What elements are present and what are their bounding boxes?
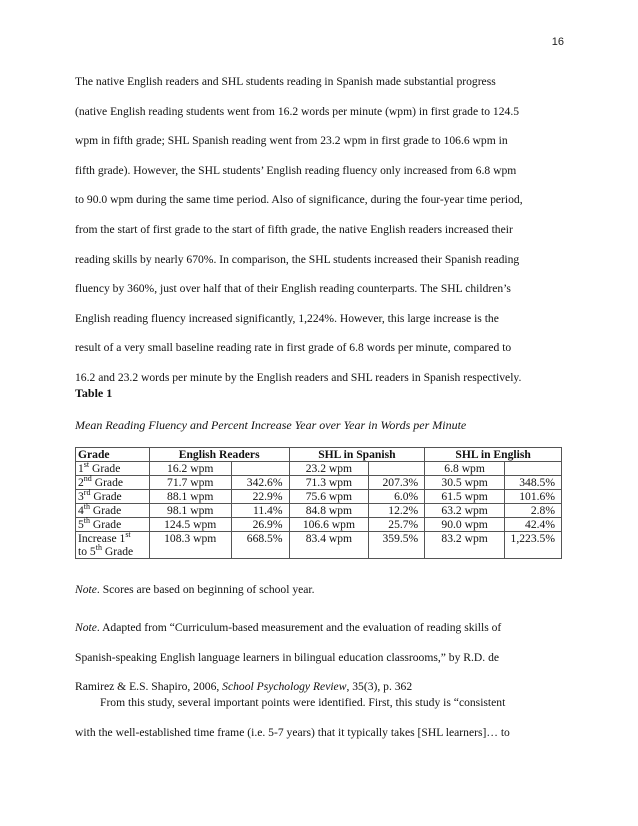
header-english-readers: English Readers bbox=[149, 448, 289, 462]
paragraph-2 bbox=[75, 688, 565, 748]
text-line: to 90.0 wpm during the same time period. Also of significance, during the four-year time period, bbox=[75, 193, 523, 207]
table-label: Table 1 bbox=[75, 386, 113, 400]
page-number: 16 bbox=[551, 36, 564, 48]
fluency-table bbox=[75, 447, 562, 559]
text-line: wpm in fifth grade; SHL Spanish reading went from 23.2 wpm in first grade to 106.6 wpm in bbox=[75, 134, 508, 148]
cell: 668.5% bbox=[231, 532, 289, 559]
text-line: English reading fluency increased significantly, 1,224%. However, this large increase is the bbox=[75, 311, 499, 325]
table-note-1: Note. Scores are based on beginning of school year. bbox=[75, 583, 315, 596]
cell: 83.2 wpm bbox=[425, 532, 505, 559]
cell: 83.4 wpm bbox=[289, 532, 369, 559]
cell: 16.2 wpm bbox=[149, 462, 231, 476]
grade-cell: 4th Grade bbox=[76, 504, 150, 518]
text-line: 16.2 and 23.2 words per minute by the English readers and SHL readers in Spanish respectively. bbox=[75, 370, 522, 384]
cell: 108.3 wpm bbox=[149, 532, 231, 559]
cell: 22.9% bbox=[231, 490, 289, 504]
cell: 90.0 wpm bbox=[425, 518, 505, 532]
cell bbox=[231, 462, 289, 476]
grade-cell: 2nd Grade bbox=[76, 476, 150, 490]
cell: 11.4% bbox=[231, 504, 289, 518]
cell: 84.8 wpm bbox=[289, 504, 369, 518]
text-line: From this study, several important points were identified. First, this study is “consistent bbox=[100, 696, 506, 709]
cell: 25.7% bbox=[369, 518, 425, 532]
text-line: Note. Adapted from “Curriculum-based measurement and the evaluation of reading skills of bbox=[75, 621, 502, 634]
text-line: fluency by 360%, just over half that of their English reading counterparts. The SHL children’s bbox=[75, 282, 511, 296]
text-line: reading skills by nearly 670%. In comparison, the SHL students increased their Spanish reading bbox=[75, 252, 520, 266]
cell: 30.5 wpm bbox=[425, 476, 505, 490]
table-header-row bbox=[76, 448, 562, 462]
cell bbox=[504, 462, 561, 476]
cell: 12.2% bbox=[369, 504, 425, 518]
cell: 63.2 wpm bbox=[425, 504, 505, 518]
cell: 75.6 wpm bbox=[289, 490, 369, 504]
text-line: with the well-established time frame (i.e. 5-7 years) that it typically takes [SHL learners]… to bbox=[75, 726, 510, 739]
text-line: fifth grade). However, the SHL students’ English reading fluency only increased from 6.8 wpm bbox=[75, 163, 517, 177]
cell: 124.5 wpm bbox=[149, 518, 231, 532]
table-row bbox=[76, 462, 562, 476]
text-line: result of a very small baseline reading rate in first grade of 6.8 words per minute, compared to bbox=[75, 341, 512, 355]
header-shl-spanish: SHL in Spanish bbox=[289, 448, 425, 462]
table-row bbox=[76, 504, 562, 518]
cell: 2.8% bbox=[504, 504, 561, 518]
cell: 207.3% bbox=[369, 476, 425, 490]
cell: 101.6% bbox=[504, 490, 561, 504]
grade-cell: 3rd Grade bbox=[76, 490, 150, 504]
text-line: Ramirez & E.S. Shapiro, 2006, School Psychology Review, 35(3), p. 362 bbox=[75, 680, 413, 694]
cell: 6.8 wpm bbox=[425, 462, 505, 476]
cell: 71.7 wpm bbox=[149, 476, 231, 490]
cell: 359.5% bbox=[369, 532, 425, 559]
table-row bbox=[76, 490, 562, 504]
cell: 61.5 wpm bbox=[425, 490, 505, 504]
text-line: The native English readers and SHL students reading in Spanish made substantial progress bbox=[75, 75, 496, 88]
text-line: (native English reading students went from 16.2 words per minute (wpm) in first grade to 124.5 bbox=[75, 104, 520, 118]
cell: 6.0% bbox=[369, 490, 425, 504]
cell: 26.9% bbox=[231, 518, 289, 532]
table-row bbox=[76, 518, 562, 532]
cell: 348.5% bbox=[504, 476, 561, 490]
text-line: Spanish-speaking English language learners in bilingual education classrooms,” by R.D. de bbox=[75, 650, 500, 664]
cell: 98.1 wpm bbox=[149, 504, 231, 518]
header-grade: Grade bbox=[76, 448, 150, 462]
cell: 342.6% bbox=[231, 476, 289, 490]
cell: 1,223.5% bbox=[504, 532, 561, 559]
text-line: from the start of first grade to the start of fifth grade, the native English readers increased their bbox=[75, 222, 513, 236]
paragraph-1 bbox=[75, 67, 565, 393]
grade-cell: 5th Grade bbox=[76, 518, 150, 532]
header-shl-english: SHL in English bbox=[425, 448, 562, 462]
grade-cell: 1st Grade bbox=[76, 462, 150, 476]
cell: 71.3 wpm bbox=[289, 476, 369, 490]
grade-cell: Increase 1st to 5th Grade bbox=[76, 532, 150, 559]
table-row bbox=[76, 476, 562, 490]
cell bbox=[369, 462, 425, 476]
cell: 106.6 wpm bbox=[289, 518, 369, 532]
table-title: Mean Reading Fluency and Percent Increase Year over Year in Words per Minute bbox=[75, 418, 467, 432]
table-row-increase bbox=[76, 532, 562, 559]
cell: 88.1 wpm bbox=[149, 490, 231, 504]
cell: 42.4% bbox=[504, 518, 561, 532]
cell: 23.2 wpm bbox=[289, 462, 369, 476]
